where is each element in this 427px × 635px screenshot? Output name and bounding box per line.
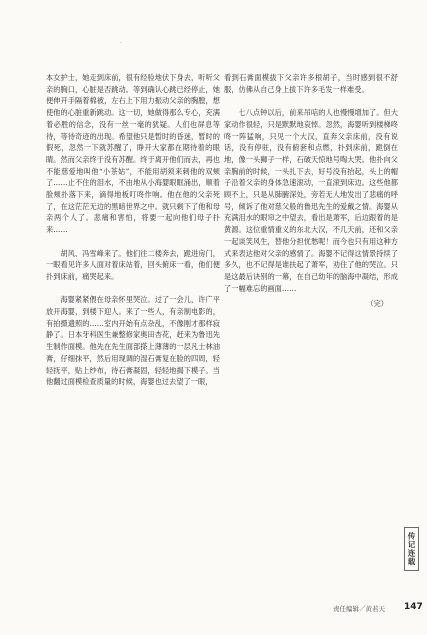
article-column-left xyxy=(46,72,220,388)
page-number: 147 xyxy=(404,602,423,612)
paragraph-gap xyxy=(46,283,220,295)
paragraph-gap xyxy=(224,95,398,107)
paragraph: 七八点钟以后，前来吊唁的人也慢慢增加了。但大家动作很轻，只是默默地哀悼。忽然，海婴听到楼梯咚咚一阵猛响，只见一个大汉，直奔父亲床前，没有说话，没有停驻，没有俯套和点燃，扑到床前，跪倒在地，像一头狮子一样，石破天惊地号啕大哭。他扑向父亲胸前的时候，一头扎下去，好号没有抬起，头上的帽子沿着父亲的身体急速滚动，一直滚到床边。这些他都顾不上，只是从肺腑深处，旁若无人地发出了悲痛的呼号，倾诉了他对慈父般的鲁迅先生的爱戴之情。海婴从充满泪水的眼帘之中望去，看出是萧军，后边跟着的是黄源。这位重情重义的东北大汉，不几天前，还和父亲一起谈笑风生，替他分担忧愁呢！而今也只有用这种方式来表达他对父亲的感情了。海婴不记得这情景持续了多久，也不记得是谁扶起了萧军，劝住了他的哭泣。只是这最后诀别的一幕，在自己幼年的脑海中凝结，形成了一幅难忘的画面…… xyxy=(224,108,398,293)
paragraph: 海婴紧紧偎在母亲怀里哭泣。过了一会儿，许广平放开海婴，到楼下迎人。来了一些人，有亲制电影的，有拍摄遗照的……室内开始有点杂乱，不像刚才那样寂静了。日本牙科医生兼整修家奥田杏花，赶来为鲁迅先生制作面模。他先在先生面部搽上薄薄的一层凡士林油膏，仔细抹平，然后用现调的湿石膏复在脸的四周，轻轻抚平，贴上纱布，待石膏凝固，轻轻地揭下模子。当他翻过面模检查质量的时候，海婴也过去望了一眼， xyxy=(46,295,220,387)
article-column-right xyxy=(224,72,398,310)
section-tab xyxy=(404,527,419,571)
paragraph: 胡风、冯雪峰来了。他们往二楼奔去，跪进房门，一眼看见许多人面对着床站着，回头俯床一看，他们便扑到床前，痛哭起来。 xyxy=(46,248,220,281)
paragraph-gap xyxy=(46,236,220,248)
paragraph: 看到石膏面模拔下父亲许多根胡子，当时感到很不舒服，仿佛从自己身上拔下许多毛发一样难受。 xyxy=(224,73,398,94)
section-label: 传记连载 xyxy=(407,532,416,566)
page-corner-mark: · xyxy=(120,40,122,47)
paragraph: 本女护士，她走到床前，很有经验地伏下身去，听听父亲的胸口，心脏是否跳动。等到确认心跳已经停止，她便伸开手隔着棉被，左右上下用力振动父亲的胸膛，想使他的心脏重新跳动。这一切，她做得那么专心，充满着必胜的信念，没有一丝一毫的犹疑。人们也屏息等待，等待奇迹的出现。希望他只是暂时的昏迷，暂时的假死，忽然一下就苏醒了，睁开大家都在期待着的眼睛。然而父亲终于没有苏醒。终于离开他们而去，再也不能慈爱地叫他“小茶姑”，不能用胡须来刺他的双颊了……止不住的泪水，不由地从小海婴眼眶涌出，顺着脸颊扑落下来，滴得地板叮咚作响。他在他的父亲死了，在这茫茫无边的黑暗世界之中。就只剩下了他和母亲两个人了。悲痛和害怕，将要一起向他们母子扑来…… xyxy=(46,73,220,235)
article-end-mark: （完） xyxy=(366,299,388,309)
footer-editor-credit: 责任编辑／黄若天 xyxy=(333,605,385,613)
